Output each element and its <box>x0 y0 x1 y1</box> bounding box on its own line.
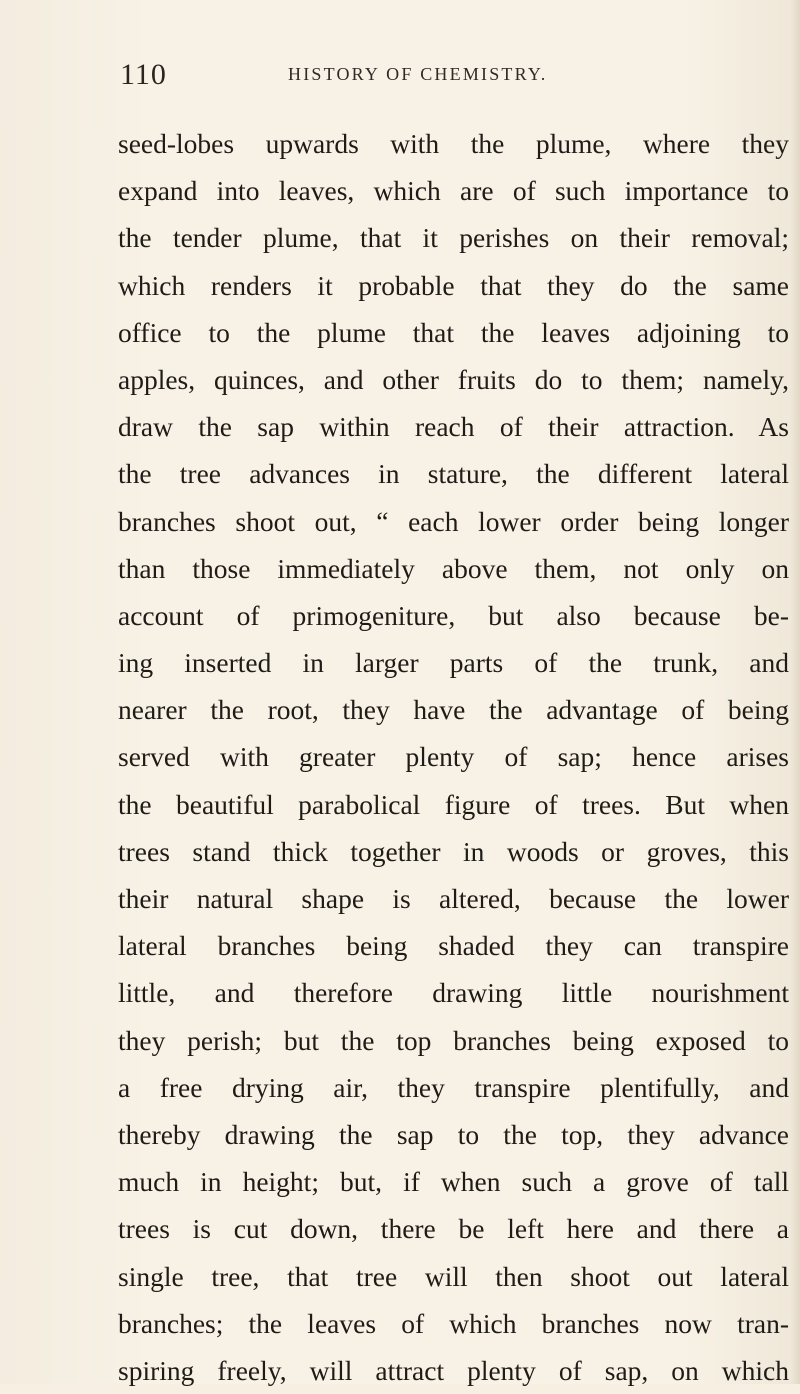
text-line: trees is cut down, there be left here and there a <box>118 1213 789 1245</box>
running-title: HISTORY OF CHEMISTRY. <box>288 64 548 84</box>
text-line: seed-lobes upwards with the plume, where they <box>118 128 789 159</box>
text-line: draw the sap within reach of their attraction. As <box>118 411 789 443</box>
text-line: which renders it probable that they do the same <box>118 269 789 301</box>
text-line: office to the plume that the leaves adjoining to <box>118 316 789 348</box>
text-line: a free drying air, they transpire plentifully, and <box>118 1071 789 1103</box>
text-line: apples, quinces, and other fruits do to them; namely, <box>118 363 789 395</box>
text-line: spiring freely, will attract plenty of sap, on which <box>118 1354 789 1386</box>
text-line: thereby drawing the sap to the top, they advance <box>118 1118 789 1150</box>
text-line: their natural shape is altered, because the lower <box>118 883 789 914</box>
text-line: expand into leaves, which are of such importance to <box>118 175 789 207</box>
text-line: single tree, that tree will then shoot out lateral <box>118 1260 789 1292</box>
text-line: little, and therefore drawing little nourishment <box>118 977 789 1009</box>
text-line: than those immediately above them, not only on <box>118 552 789 584</box>
text-line: branches shoot out, “ each lower order being longer <box>118 505 789 537</box>
text-line: ing inserted in larger parts of the trunk, and <box>118 647 789 679</box>
text-line: served with greater plenty of sap; hence arises <box>118 741 789 773</box>
text-line: lateral branches being shaded they can transpire <box>118 930 789 962</box>
page-number: 110 <box>120 58 167 91</box>
text-line: account of primogeniture, but also because be- <box>118 599 789 631</box>
page-edge-shadow <box>790 0 800 1384</box>
text-line: nearer the root, they have the advantage of being <box>118 694 789 726</box>
text-line: much in height; but, if when such a grove of tall <box>118 1166 789 1198</box>
text-line: they perish; but the top branches being exposed to <box>118 1024 789 1056</box>
text-line: the tender plume, that it perishes on their removal; <box>118 222 789 254</box>
body-text <box>118 120 789 1394</box>
running-head <box>120 58 680 94</box>
text-line: branches; the leaves of which branches now tran- <box>118 1307 789 1339</box>
text-line: the beautiful parabolical figure of trees. But when <box>118 788 789 820</box>
text-line: the tree advances in stature, the different lateral <box>118 458 789 490</box>
text-line: trees stand thick together in woods or groves, this <box>118 835 789 867</box>
